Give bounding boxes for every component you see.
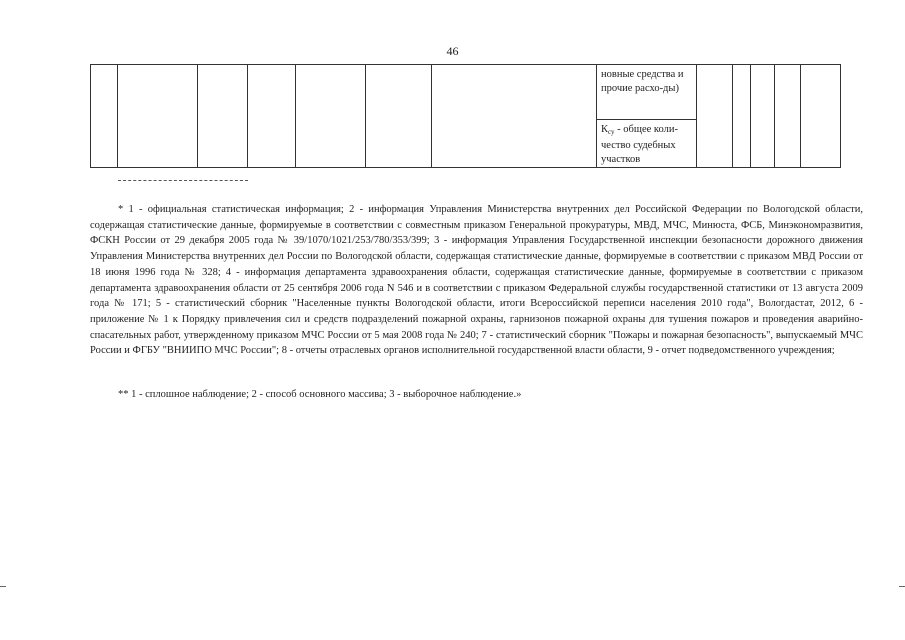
table-cell [597, 120, 697, 168]
table-cell [366, 65, 432, 168]
table-cell [751, 65, 775, 168]
table-cell [198, 65, 248, 168]
cell-text-expenses: новные средства и прочие расхо-ды) [601, 69, 684, 94]
footnote-methods: ** 1 - сплошное наблюдение; 2 - способ основного массива; 3 - выборочное наблюдение.» [118, 389, 522, 400]
table-cell [91, 65, 118, 168]
footnote-separator [118, 180, 248, 181]
table-cell [801, 65, 841, 168]
data-table [90, 64, 841, 168]
footnote-sources: * 1 - официальная статистическая информация; 2 - информация Управления Министерства внутренних дел Российской Федерации по Вологодской области, содержащая статистические данные, формируемые в соответствии с совместным приказом Генеральной прокуратуры, МВД, МЧС, Минюста, ФСБ, Минэкономразвития, ФСКН России от 29 декабря 2005 года № 39/1070/1021/253/780/353/399; 3 - информация Управления Государственной инспекции безопасности дорожного движения Управления Министерства внутренних дел России по Вологодской области, содержащая статистические данные, формируемые в соответствии с приказом МВД России от 18 июня 1996 года № 328; 4 - информация департамента здравоохранения области, содержащая статистические данные, формируемые в соответствии с приказом департамента здравоохранения области от 25 сентября 2006 года N 546 и в соответствии с приказом Федеральной службы государственной статистики от 13 августа 2009 года № 171; 5 - статистический сборник "Населенные пункты Вологодской области, итоги Всероссийской переписи населения 2010 года", Вологдастат, 2012, 6 - приложение № 1 к Порядку привлечения сил и средств подразделений пожарной охраны, гарнизонов пожарной охраны для тушения пожаров и проведения аварийно-спасательных работ, утвержденному приказом МЧС России от 5 мая 2008 года № 240; 7 - статистический сборник "Пожары и пожарная безопасность", выпускаемый МЧС России и ФГБУ "ВНИИПО МЧС России"; 8 - отчеты отраслевых органов исполнительной государственной власти области, 9 - отчет подведомственного учреждения; [90, 204, 863, 357]
table-cell [733, 65, 751, 168]
table-cell [432, 65, 597, 168]
right-edge-mark [899, 586, 905, 587]
table-cell [118, 65, 198, 168]
table-row [91, 65, 841, 120]
left-edge-mark [0, 586, 6, 587]
page-number: 46 [446, 44, 459, 58]
table-cell [597, 65, 697, 120]
table-cell [697, 65, 733, 168]
k-description: - общее коли-чество судебных участков [601, 124, 678, 165]
table-cell [775, 65, 801, 168]
k-symbol: К [601, 124, 609, 135]
table-cell [248, 65, 296, 168]
cell-text-court-districts [597, 120, 696, 167]
table-cell [296, 65, 366, 168]
k-subscript: су [608, 128, 615, 136]
